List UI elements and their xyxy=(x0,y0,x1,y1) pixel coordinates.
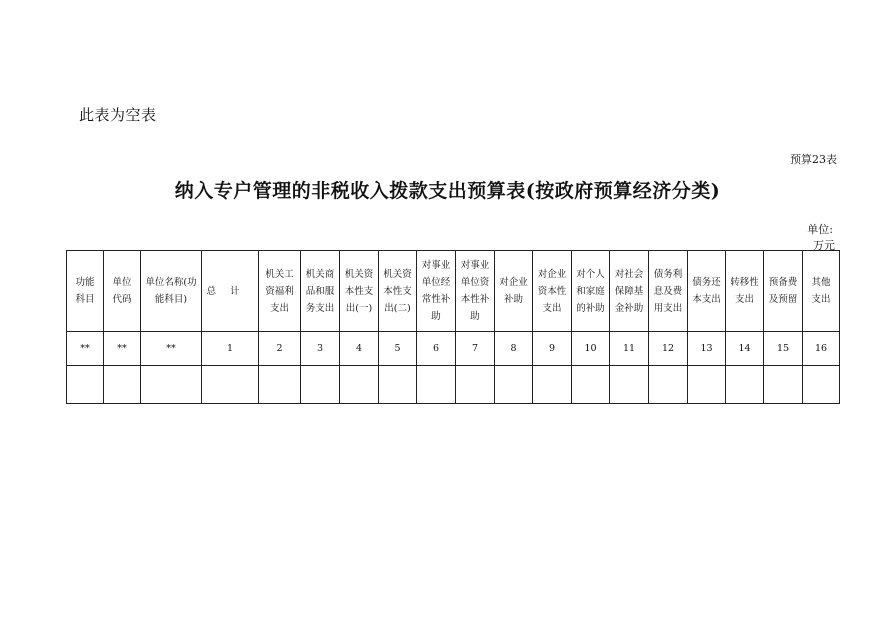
unit-label: 单位: xyxy=(807,223,833,236)
data-cell xyxy=(688,366,726,404)
code-cell: ** xyxy=(67,332,104,366)
code-cell: ** xyxy=(141,332,202,366)
data-cell xyxy=(803,366,840,404)
code-cell: 10 xyxy=(572,332,610,366)
code-cell: 2 xyxy=(259,332,301,366)
header-cell: 预备费及预留 xyxy=(764,251,803,332)
code-cell: 11 xyxy=(610,332,649,366)
data-cell xyxy=(202,366,259,404)
header-cell: 对个人和家庭的补助 xyxy=(572,251,610,332)
code-cell: 14 xyxy=(726,332,764,366)
header-cell: 对企业资本性支出 xyxy=(533,251,572,332)
header-cell: 其他支出 xyxy=(803,251,840,332)
data-cell xyxy=(417,366,456,404)
data-cell xyxy=(379,366,417,404)
data-cell xyxy=(301,366,340,404)
header-cell: 机关商品和服务支出 xyxy=(301,251,340,332)
empty-table-note: 此表为空表 xyxy=(79,106,157,124)
data-cell xyxy=(340,366,379,404)
data-row xyxy=(67,366,840,404)
code-cell: 12 xyxy=(649,332,688,366)
header-cell: 总计 xyxy=(202,251,259,332)
data-cell xyxy=(610,366,649,404)
code-cell: 9 xyxy=(533,332,572,366)
header-cell: 单位名称(功能科目) xyxy=(141,251,202,332)
header-cell: 机关工资福利支出 xyxy=(259,251,301,332)
unit-value: 万元 xyxy=(813,239,835,252)
budget-table xyxy=(66,250,840,404)
code-row xyxy=(67,332,840,366)
data-cell xyxy=(572,366,610,404)
header-row xyxy=(67,251,840,332)
code-cell: 8 xyxy=(495,332,533,366)
code-cell: ** xyxy=(104,332,141,366)
header-cell: 单位代码 xyxy=(104,251,141,332)
header-cell: 对事业单位资本性补助 xyxy=(456,251,495,332)
header-cell: 债务利息及费用支出 xyxy=(649,251,688,332)
code-cell: 7 xyxy=(456,332,495,366)
data-cell xyxy=(533,366,572,404)
header-cell: 机关资本性支出(一) xyxy=(340,251,379,332)
header-cell: 债务还本支出 xyxy=(688,251,726,332)
code-cell: 6 xyxy=(417,332,456,366)
header-cell: 对社会保障基金补助 xyxy=(610,251,649,332)
page-title: 纳入专户管理的非税收入拨款支出预算表(按政府预算经济分类) xyxy=(174,180,721,202)
data-cell xyxy=(67,366,104,404)
table-number: 预算23表 xyxy=(790,153,837,166)
data-cell xyxy=(495,366,533,404)
header-cell: 功能科目 xyxy=(67,251,104,332)
code-cell: 4 xyxy=(340,332,379,366)
data-cell xyxy=(104,366,141,404)
header-cell: 对企业补助 xyxy=(495,251,533,332)
data-cell xyxy=(259,366,301,404)
data-cell xyxy=(726,366,764,404)
header-cell: 对事业单位经常性补助 xyxy=(417,251,456,332)
code-cell: 1 xyxy=(202,332,259,366)
code-cell: 15 xyxy=(764,332,803,366)
data-cell xyxy=(141,366,202,404)
code-cell: 3 xyxy=(301,332,340,366)
header-cell: 机关资本性支出(二) xyxy=(379,251,417,332)
code-cell: 5 xyxy=(379,332,417,366)
code-cell: 16 xyxy=(803,332,840,366)
code-cell: 13 xyxy=(688,332,726,366)
header-cell: 转移性支出 xyxy=(726,251,764,332)
data-cell xyxy=(764,366,803,404)
data-cell xyxy=(456,366,495,404)
data-cell xyxy=(649,366,688,404)
